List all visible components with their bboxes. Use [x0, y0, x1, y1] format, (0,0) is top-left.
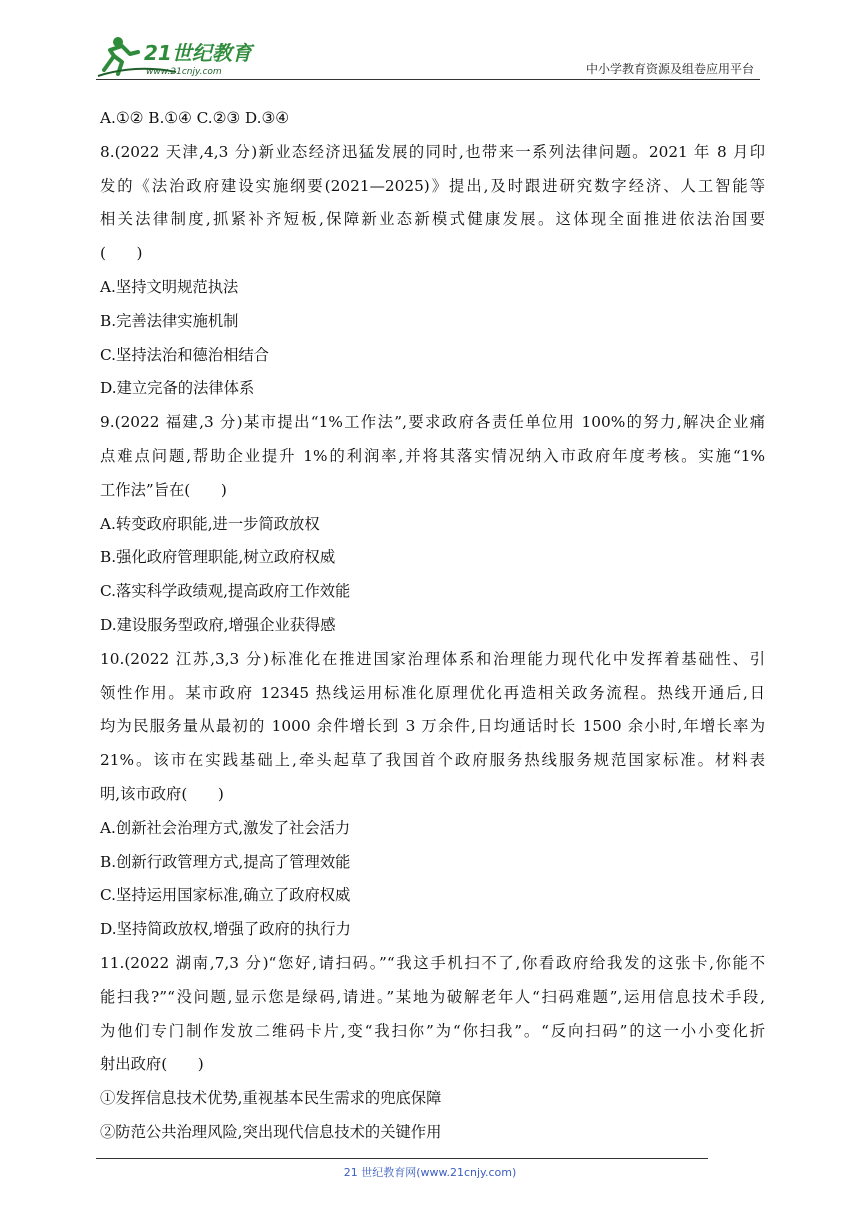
footer-divider [96, 1158, 708, 1159]
header-divider [96, 79, 760, 80]
footer-link[interactable]: 21 世纪教育网(www.21cnjy.com) [343, 1166, 517, 1179]
option-line: B.完善法律实施机制 [100, 311, 239, 330]
text-line: 9.(2022 福建,3 分)某市提出“1%工作法”,要求政府各责任单位用 100%的努力,解决企业痛 [100, 413, 765, 432]
text-line: 能扫我?”“没问题,显示您是绿码,请进。”某地为破解老年人“扫码难题”,运用信息技术手段, [100, 987, 765, 1006]
question-content [100, 102, 765, 1150]
option-line: B.创新行政管理方式,提高了管理效能 [100, 852, 351, 871]
svg-text:21世纪教育: 21世纪教育 [144, 41, 252, 65]
option-line: A.转变政府职能,进一步简政放权 [100, 514, 320, 533]
option-line: A.创新社会治理方式,激发了社会活力 [100, 818, 351, 837]
option-line: ②防范公共治理风险,突出现代信息技术的关键作用 [100, 1122, 442, 1141]
text-line: 射出政府( ) [100, 1055, 204, 1074]
text-line: 21%。该市在实践基础上,牵头起草了我国首个政府服务热线服务规范国家标准。材料表 [100, 751, 765, 770]
option-line: D.坚持简政放权,增强了政府的执行力 [100, 920, 351, 939]
option-line: B.强化政府管理职能,树立政府权威 [100, 548, 336, 567]
option-line: A.坚持文明规范执法 [100, 277, 239, 296]
option-line: C.坚持法治和德治相结合 [100, 345, 269, 364]
text-line: 明,该市政府( ) [100, 784, 224, 803]
text-line: 11.(2022 湖南,7,3 分)“您好,请扫码。”“我这手机扫不了,你看政府给我发的这张卡,你能不 [100, 953, 765, 972]
text-line: 工作法”旨在( ) [100, 480, 227, 499]
text-line: 领性作用。某市政府 12345 热线运用标准化原理优化再造相关政务流程。热线开通后,日 [100, 683, 765, 702]
site-logo[interactable] [96, 34, 266, 78]
option-line: ①发挥信息技术优势,重视基本民生需求的兜底保障 [100, 1089, 442, 1108]
option-line: C.落实科学政绩观,提高政府工作效能 [100, 582, 351, 601]
runner-logo-icon [96, 34, 266, 78]
text-line: ( ) [100, 244, 143, 263]
option-line: D.建立完备的法律体系 [100, 379, 255, 398]
platform-tagline: 中小学教育资源及组卷应用平台 [585, 62, 754, 76]
text-line: 为他们专门制作发放二维码卡片,变“我扫你”为“你扫我”。“反向扫码”的这一小小变化折 [100, 1021, 765, 1040]
text-line: 相关法律制度,抓紧补齐短板,保障新业态新模式健康发展。这体现全面推进依法治国要 [100, 210, 765, 229]
option-line: C.坚持运用国家标准,确立了政府权威 [100, 886, 351, 905]
text-line: A.①② B.①④ C.②③ D.③④ [100, 109, 289, 127]
text-line: 8.(2022 天津,4,3 分)新业态经济迅猛发展的同时,也带来一系列法律问题。2021 年 8 月印 [100, 142, 765, 161]
text-line: 发的《法治政府建设实施纲要(2021—2025)》提出,及时跟进研究数字经济、人工智能等 [100, 176, 765, 195]
option-line: D.建设服务型政府,增强企业获得感 [100, 615, 336, 634]
text-line: 10.(2022 江苏,3,3 分)标准化在推进国家治理体系和治理能力现代化中发挥着基础性、引 [100, 649, 765, 668]
svg-text:www.21cnjy.com: www.21cnjy.com [146, 67, 222, 77]
page-header [96, 30, 760, 82]
text-line: 点难点问题,帮助企业提升 1%的利润率,并将其落实情况纳入市政府年度考核。实施“1% [100, 446, 765, 465]
text-line: 均为民服务量从最初的 1000 余件增长到 3 万余件,日均通话时长 1500 余小时,年增长率为 [100, 717, 765, 736]
